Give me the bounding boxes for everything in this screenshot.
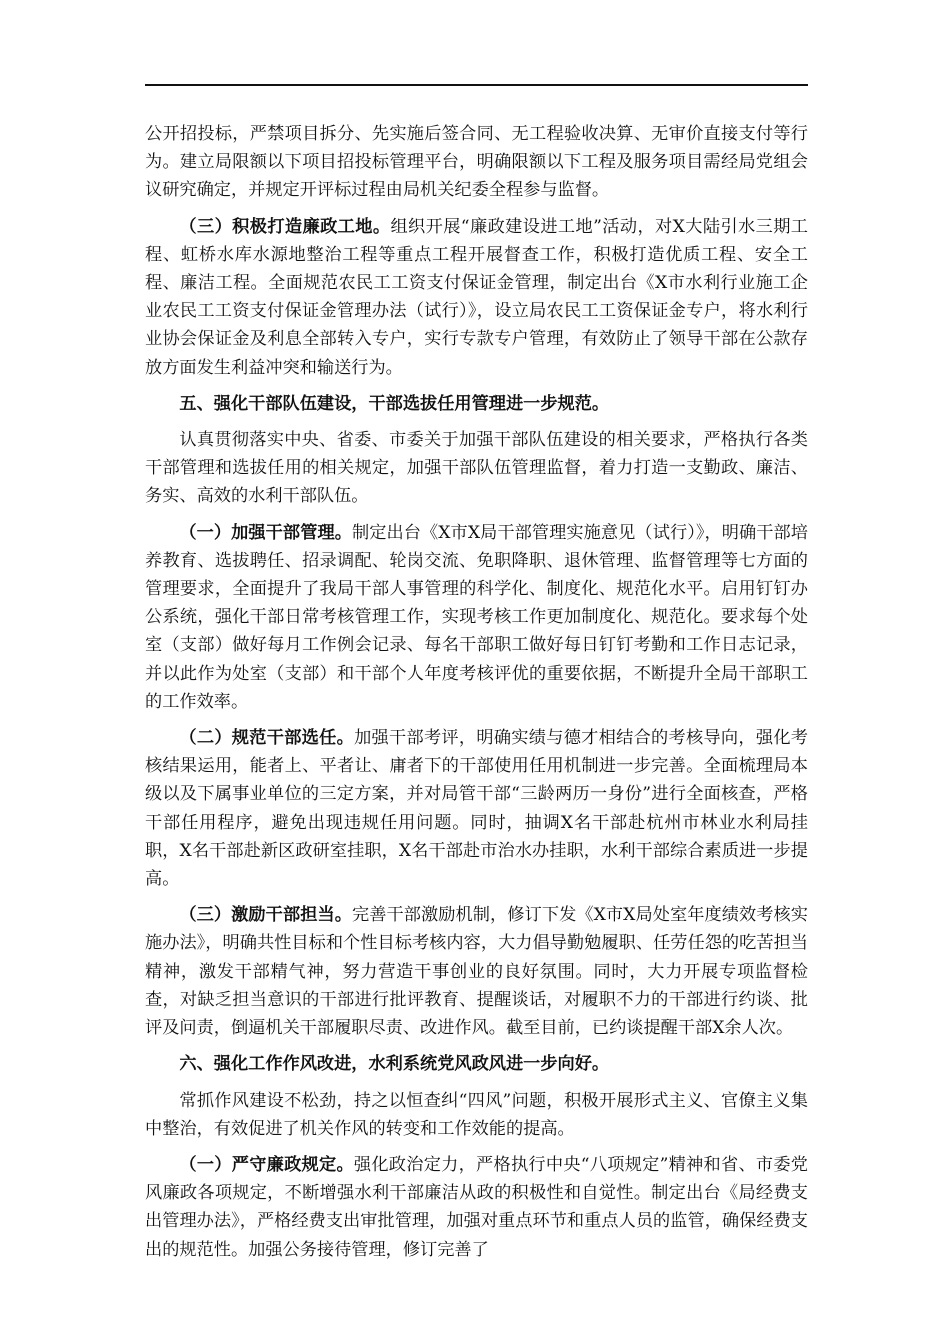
heading-text: 六、强化工作作风改进，水利系统党风政风进一步向好。 bbox=[179, 1054, 610, 1075]
paragraph-text: 组织开展“廉政建设进工地”活动，对X大陆引水三期工程、虹桥水库水源地整治工程等重点工程开展督查工作，积极打造优质工程、安全工程、廉洁工程。全面规范农民工工资支付保证金管理，制定出台《X市水利行业施工企业农民工工资支付保证金管理办法（试行）》，设立局农民工工资保证金专户，将水利行业协会保证金及利息全部转入专户，实行专款专户管理，有效防止了领导干部在公款存放方面发生利益冲突和输送行为。 bbox=[145, 216, 808, 378]
paragraph-integrity-rules bbox=[145, 1151, 808, 1264]
paragraph-lead: （三）激励干部担当。 bbox=[179, 905, 352, 926]
paragraph-lead: （二）规范干部选任。 bbox=[179, 728, 355, 749]
paragraph-text: 强化政治定力，严格执行中央“八项规定”精神和省、市委党风廉政各项规定，不断增强水利干部廉洁从政的积极性和自觉性。制定出台《局经费支出管理办法》，严格经费支出审批管理，加强对重点环节和重点人员的监管，确保经费支出的规范性。加强公务接待管理，修订完善了 bbox=[145, 1154, 808, 1260]
heading-text: 五、强化干部队伍建设，干部选拔任用管理进一步规范。 bbox=[179, 393, 610, 414]
header-rule bbox=[145, 84, 808, 86]
paragraph-cadre-selection bbox=[145, 724, 808, 893]
paragraph-cadre-management bbox=[145, 519, 808, 716]
paragraph-lead: （一）严守廉政规定。 bbox=[179, 1154, 354, 1175]
paragraph-text: 制定出台《X市X局干部管理实施意见（试行）》，明确干部培养教育、选拔聘任、招录调配、轮岗交流、免职降职、退休管理、监督管理等七方面的管理要求，全面提升了我局干部人事管理的科学化、制度化、规范化水平。启用钉钉办公系统，强化干部日常考核管理工作，实现考核工作更加制度化、规范化。要求每个处室（支部）做好每月工作例会记录、每名干部职工做好每日钉钉考勤和工作日志记录，并以此作为处室（支部）和干部个人年度考核评优的重要依据，不断提升全局干部职工的工作效率。 bbox=[145, 522, 808, 712]
section-heading-5 bbox=[145, 390, 808, 418]
paragraph-clean-worksite bbox=[145, 213, 808, 382]
paragraph-cadre-incentive bbox=[145, 901, 808, 1042]
paragraph-lead: （三）积极打造廉政工地。 bbox=[179, 216, 391, 237]
paragraph-section-6-intro bbox=[145, 1087, 808, 1143]
document-body bbox=[145, 120, 808, 1272]
paragraph-text: 完善干部激励机制，修订下发《X市X局处室年度绩效考核实施办法》，明确共性目标和个性目标考核内容，大力倡导勤勉履职、任劳任怨的吃苦担当精神，激发干部精气神，努力营造干事创业的良好氛围。同时，大力开展专项监督检查，对缺乏担当意识的干部进行批评教育、提醒谈话，对履职不力的干部进行约谈、批评及问责，倒逼机关干部履职尽责、改进作风。截至目前，已约谈提醒干部X余人次。 bbox=[145, 905, 808, 1039]
paragraph-section-5-intro bbox=[145, 426, 808, 511]
section-heading-6 bbox=[145, 1050, 808, 1078]
paragraph-lead: （一）加强干部管理。 bbox=[179, 522, 352, 543]
paragraph-text: 加强干部考评，明确实绩与德才相结合的考核导向，强化考核结果运用，能者上、平者让、庸者下的干部使用任用机制进一步完善。全面梳理局本级以及下属事业单位的三定方案，并对局管干部“三龄两历一身份”进行全面核查，严格干部任用程序，避免出现违规任用问题。同时，抽调X名干部赴杭州市林业水利局挂职，X名干部赴新区政研室挂职，X名干部赴市治水办挂职，水利干部综合素质进一步提高。 bbox=[145, 728, 808, 890]
paragraph-text: 公开招投标，严禁项目拆分、先实施后签合同、无工程验收决算、无审价直接支付等行为。建立局限额以下项目招投标管理平台，明确限额以下工程及服务项目需经局党组会议研究确定，并规定开评标过程由局机关纪委全程参与监督。 bbox=[145, 124, 808, 201]
paragraph-continued bbox=[145, 120, 808, 205]
paragraph-text: 认真贯彻落实中央、省委、市委关于加强干部队伍建设的相关要求，严格执行各类干部管理和选拔任用的相关规定，加强干部队伍管理监督，着力打造一支勤政、廉洁、务实、高效的水利干部队伍。 bbox=[145, 430, 808, 507]
paragraph-text: 常抓作风建设不松劲，持之以恒查纠“四风”问题，积极开展形式主义、官僚主义集中整治，有效促进了机关作风的转变和工作效能的提高。 bbox=[145, 1090, 808, 1139]
